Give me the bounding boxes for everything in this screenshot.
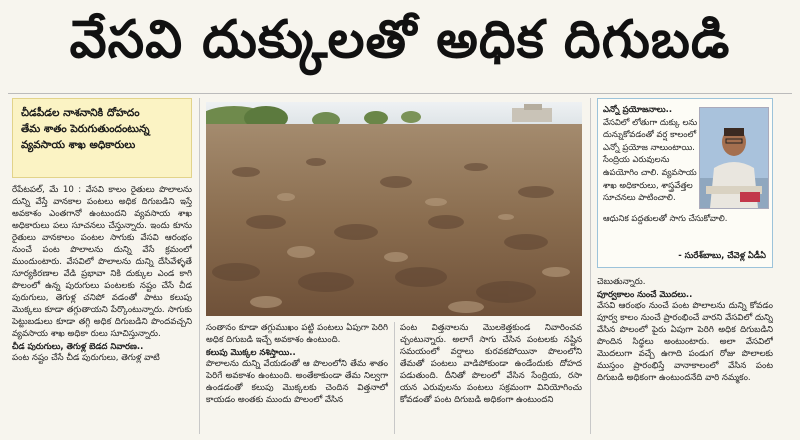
box-tail: ఆధునిక పద్దతులతో సాగు చేసుకోవాలి. [603, 213, 728, 223]
person-photo [700, 108, 768, 208]
column-2-text: సంతానం కూడా తగ్గుముఖం పట్టి పంటలు ఏపుగా పెరిగి అధిక దిగుబడి ఇచ్చే అవకాశం ఉంటుంది. [206, 323, 388, 345]
box-byline: - సురేశ్‌బాబు, చేవెళ్ల ఏడీఏ [678, 250, 766, 260]
column-4-text: వేసవి ఆరంభం నుంచే పంట పొలాలను దున్ని కోవడం పూర్వ కాలం నుంచే ప్రారంభించే వారని వేసవిలో దున్ని వేసిన పొలంలో పైరు ఏపుగా పెరిగి అధిక దిగుబడిని పొందిన సిద్ధలు అంటుంటారు. అలా వేసవిలో మొదలుగా వచ్చే ఉగాది పండుగ రోజు పొలాలకు ముస్తంం ప్రారంభిస్తే వానాకాలంలో వేసిన పంట దిగుబడి అధికంగా ఉంటుందనేది వారి నమ్మకం. [597, 301, 773, 383]
column-4-subhead: పూర్వకాలం నుంచే మొదలు.. [597, 289, 693, 299]
top-rule [8, 93, 792, 94]
column-1-text: రేపేటపల్, మే 10 : వేసవి కాలం రైతులు పొలాలను దున్ని వేస్తే వానకాల పంటలు అధిక దిగుబడిని ఇస్తే అవకాశం ఎంతగానో ఉంటుందని వ్యవసాయ శాఖ అధికారులు పలు సూచనలు చేస్తున్నారు. ఇందు కూను రైతులు వానకాలం పంటల సాగుకు వేసవి ఆరంభం నుంచే పంట పొలాలను దున్ని వేసే క్రమంలో ముందుంటారు. వేసవిలో పొలాలను దున్ని దేసివేళ్ళతే సూర్యకిరణాల వేడి ప్రభావా నికి దుక్కుల ఎండ కాగి పొలంలో ఉన్న పురుగులు పంటలకు నష్టం చేసే చీడ పురుగులు, తెగుళ్ల చనిపో వడంతో పాటు కలుపు మొక్కలు కూడా తగ్గుతాయని పేర్కొంటున్నారు. సాగుకు పెట్టుబడులు కూడా తగ్గి అధిక దిగుబడిని పొందవచ్చని వ్యవసాయ శాఖ అధికా రులు సూచిస్తున్నారు. [12, 185, 192, 339]
deck-line: తేమ శాతం పెరుగుతుందంటున్న [21, 123, 150, 135]
column-4 [597, 276, 773, 436]
column-4-text: చెబుతున్నారు. [597, 277, 646, 287]
column-2 [206, 322, 388, 436]
column-1 [12, 184, 192, 436]
expert-quote-text [603, 103, 699, 204]
column-divider [590, 98, 591, 434]
ploughed-field-image [206, 102, 582, 316]
column-3 [400, 322, 582, 436]
box-title: ఎన్నో ప్రయోజనాలు.. [603, 104, 673, 114]
deck-line: వ్యవసాయ శాఖ అధికారులు [21, 139, 136, 151]
column-1-subhead: చీడ పురుగులు, తెగుళ్ల బెడద నివారణ.. [12, 341, 144, 351]
column-divider [199, 98, 200, 434]
column-3-text: పంట విత్తనాలను మొలకెత్తకుండ నివారించవ చ్చంటున్నారు. అలాగే సాగు చేసిన పంటలకు నష్టిన సమయంలో వర్షాలు కురవకపోయినా పొలంలోని తేమతో పంటలు వాడిపోకుండా ఉండేందుకు దోహద పడుతుంది. దీనితో పొలంలో వేసిన సేంద్రియ, రసా యన ఎరువులను పంటలు సక్రమంగా వినియోగించు కోవడంతో పంట దిగుబడి అధికంగా ఉంటుందని [400, 323, 582, 405]
column-2-subhead: కలుపు మొక్కల నశిస్తాయి.. [206, 347, 296, 357]
expert-quote-box [597, 98, 773, 268]
headline: వేసవి దుక్కులతో అధిక దిగుబడి [69, 9, 731, 70]
column-2-text: పొలాలను దున్ని వేయడంతో ఆ పొలంలోని తేమ శాతం పెరిగే అవకాశం ఉంటుంది. అంతేకాకుండా తేమ నిల్వగా ఉండడంతో కలుపు మొక్కలకు చెందిన విత్తనాలో కాయడం అంతకు ముందు పొలంలో వేసిన [206, 359, 388, 405]
box-body: వేసవిలో లోతుగా దుక్కు లను దున్నుకోవడంతో వర్ష కాలంలో ఎన్నో ప్రయోజ నాలుంటాయి. సేంద్రియ ఎరువులను ఉపయోగిం చాలి. వ్యవసాయ శాఖ అధికారులు, శాస్త్రవేత్తల సూచనలు పాటించాలి. [603, 116, 698, 203]
column-divider [394, 322, 395, 434]
official-portrait [699, 107, 769, 209]
field-photo [206, 102, 582, 316]
deck-box [12, 98, 192, 178]
column-1-tail: పంట నష్టం చేసే చీడ పురుగులు, తెగుళ్ల వాటి [12, 353, 160, 363]
deck-line: చీడపీడల నాశనానికి దోహదం [21, 107, 140, 119]
